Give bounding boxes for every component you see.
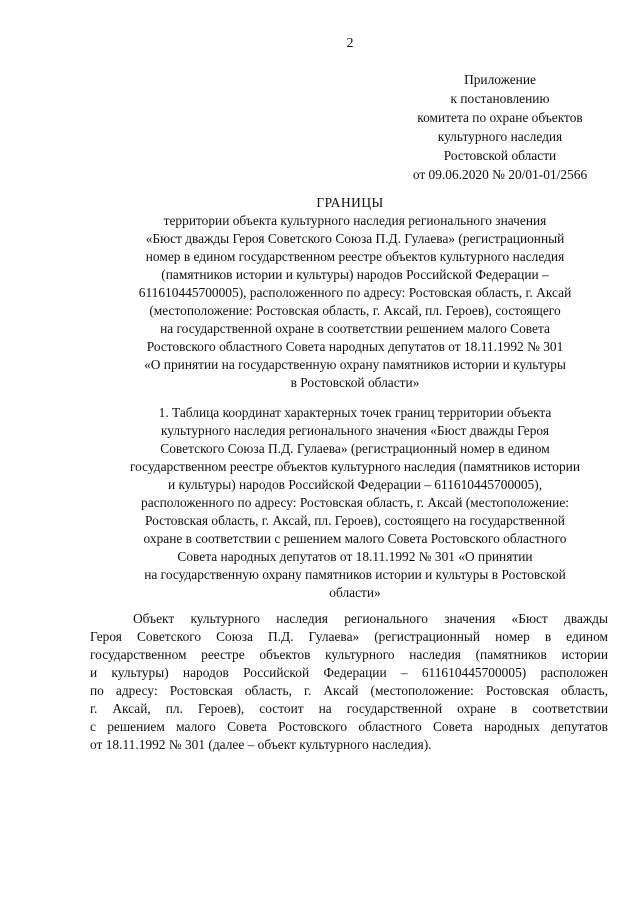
section-line: охране в соответствии с решением малого Совета Ростовского областного <box>143 531 567 546</box>
body-line: г. Аксай, пл. Героев), состоит на государственной охране в соответствии <box>90 701 608 716</box>
appendix-line: Ростовской области <box>443 148 557 163</box>
section-line: 1. Таблица координат характерных точек границ территории объекта <box>158 405 552 420</box>
body-line: от 18.11.1992 № 301 (далее – объект культурного наследия). <box>90 737 432 752</box>
document-subtitle <box>90 212 620 392</box>
section-1-heading <box>90 404 620 602</box>
subtitle-line: (памятников истории и культуры) народов Российской Федерации – <box>161 267 549 282</box>
appendix-block <box>380 70 620 184</box>
subtitle-line: территории объекта культурного наследия регионального значения <box>163 213 547 228</box>
subtitle-line: «О принятии на государственную охрану памятников истории и культуры <box>144 357 566 372</box>
section-line: Ростовская область, г. Аксай, пл. Героев), состоящего на государственной <box>145 513 565 528</box>
section-line: Советского Союза П.Д. Гулаева» (регистрационный номер в едином <box>160 441 550 456</box>
section-line: культурного наследия регионального значения «Бюст дважды Героя <box>160 423 550 438</box>
body-line: и культуры) народов Российской Федерации – 611610445700005) расположен <box>90 665 608 680</box>
subtitle-line: (местоположение: Ростовская область, г. Аксай, пл. Героев), состоящего <box>149 303 561 318</box>
document-title: ГРАНИЦЫ <box>316 195 384 210</box>
section-line: области» <box>329 585 381 600</box>
section-line: расположенного по адресу: Ростовская область, г. Аксай (местоположение: <box>141 495 569 510</box>
body-line: государственном реестре объектов культурного наследия (памятников истории <box>90 647 608 662</box>
subtitle-line: Ростовского областного Совета народных депутатов от 18.11.1992 № 301 <box>146 339 564 354</box>
body-paragraph <box>90 610 608 754</box>
subtitle-line: «Бюст дважды Героя Советского Союза П.Д. Гулаева» (регистрационный <box>145 231 565 246</box>
page-number: 2 <box>346 36 354 51</box>
section-line: на государственную охрану памятников истории и культуры в Ростовской <box>144 567 566 582</box>
section-line: и культуры) народов Российской Федерации – 611610445700005), <box>167 477 543 492</box>
section-line: государственном реестре объектов культурного наследия (памятников истории <box>129 459 580 474</box>
appendix-line: от 09.06.2020 № 20/01-01/2566 <box>412 167 588 182</box>
appendix-line: культурного наследия <box>437 129 563 144</box>
subtitle-line: 611610445700005), расположенного по адресу: Ростовская область, г. Аксай <box>138 285 572 300</box>
body-line: с решением малого Совета Ростовского областного Совета народных депутатов <box>90 719 608 734</box>
appendix-line: к постановлению <box>450 91 550 106</box>
subtitle-line: в Ростовской области» <box>290 375 420 390</box>
subtitle-line: на государственной охране в соответствии решением малого Совета <box>160 321 550 336</box>
section-line: Совета народных депутатов от 18.11.1992 № 301 «О принятии <box>177 549 533 564</box>
appendix-line: комитета по охране объектов <box>417 110 583 125</box>
body-line: по адресу: Ростовская область, г. Аксай (местоположение: Ростовская область, <box>90 683 608 698</box>
body-line: Героя Советского Союза П.Д. Гулаева» (регистрационный номер в едином <box>90 629 608 644</box>
appendix-line: Приложение <box>464 72 536 87</box>
subtitle-line: номер в едином государственном реестре объектов культурного наследия <box>145 249 565 264</box>
body-line: Объект культурного наследия регионального значения «Бюст дважды <box>133 611 608 626</box>
